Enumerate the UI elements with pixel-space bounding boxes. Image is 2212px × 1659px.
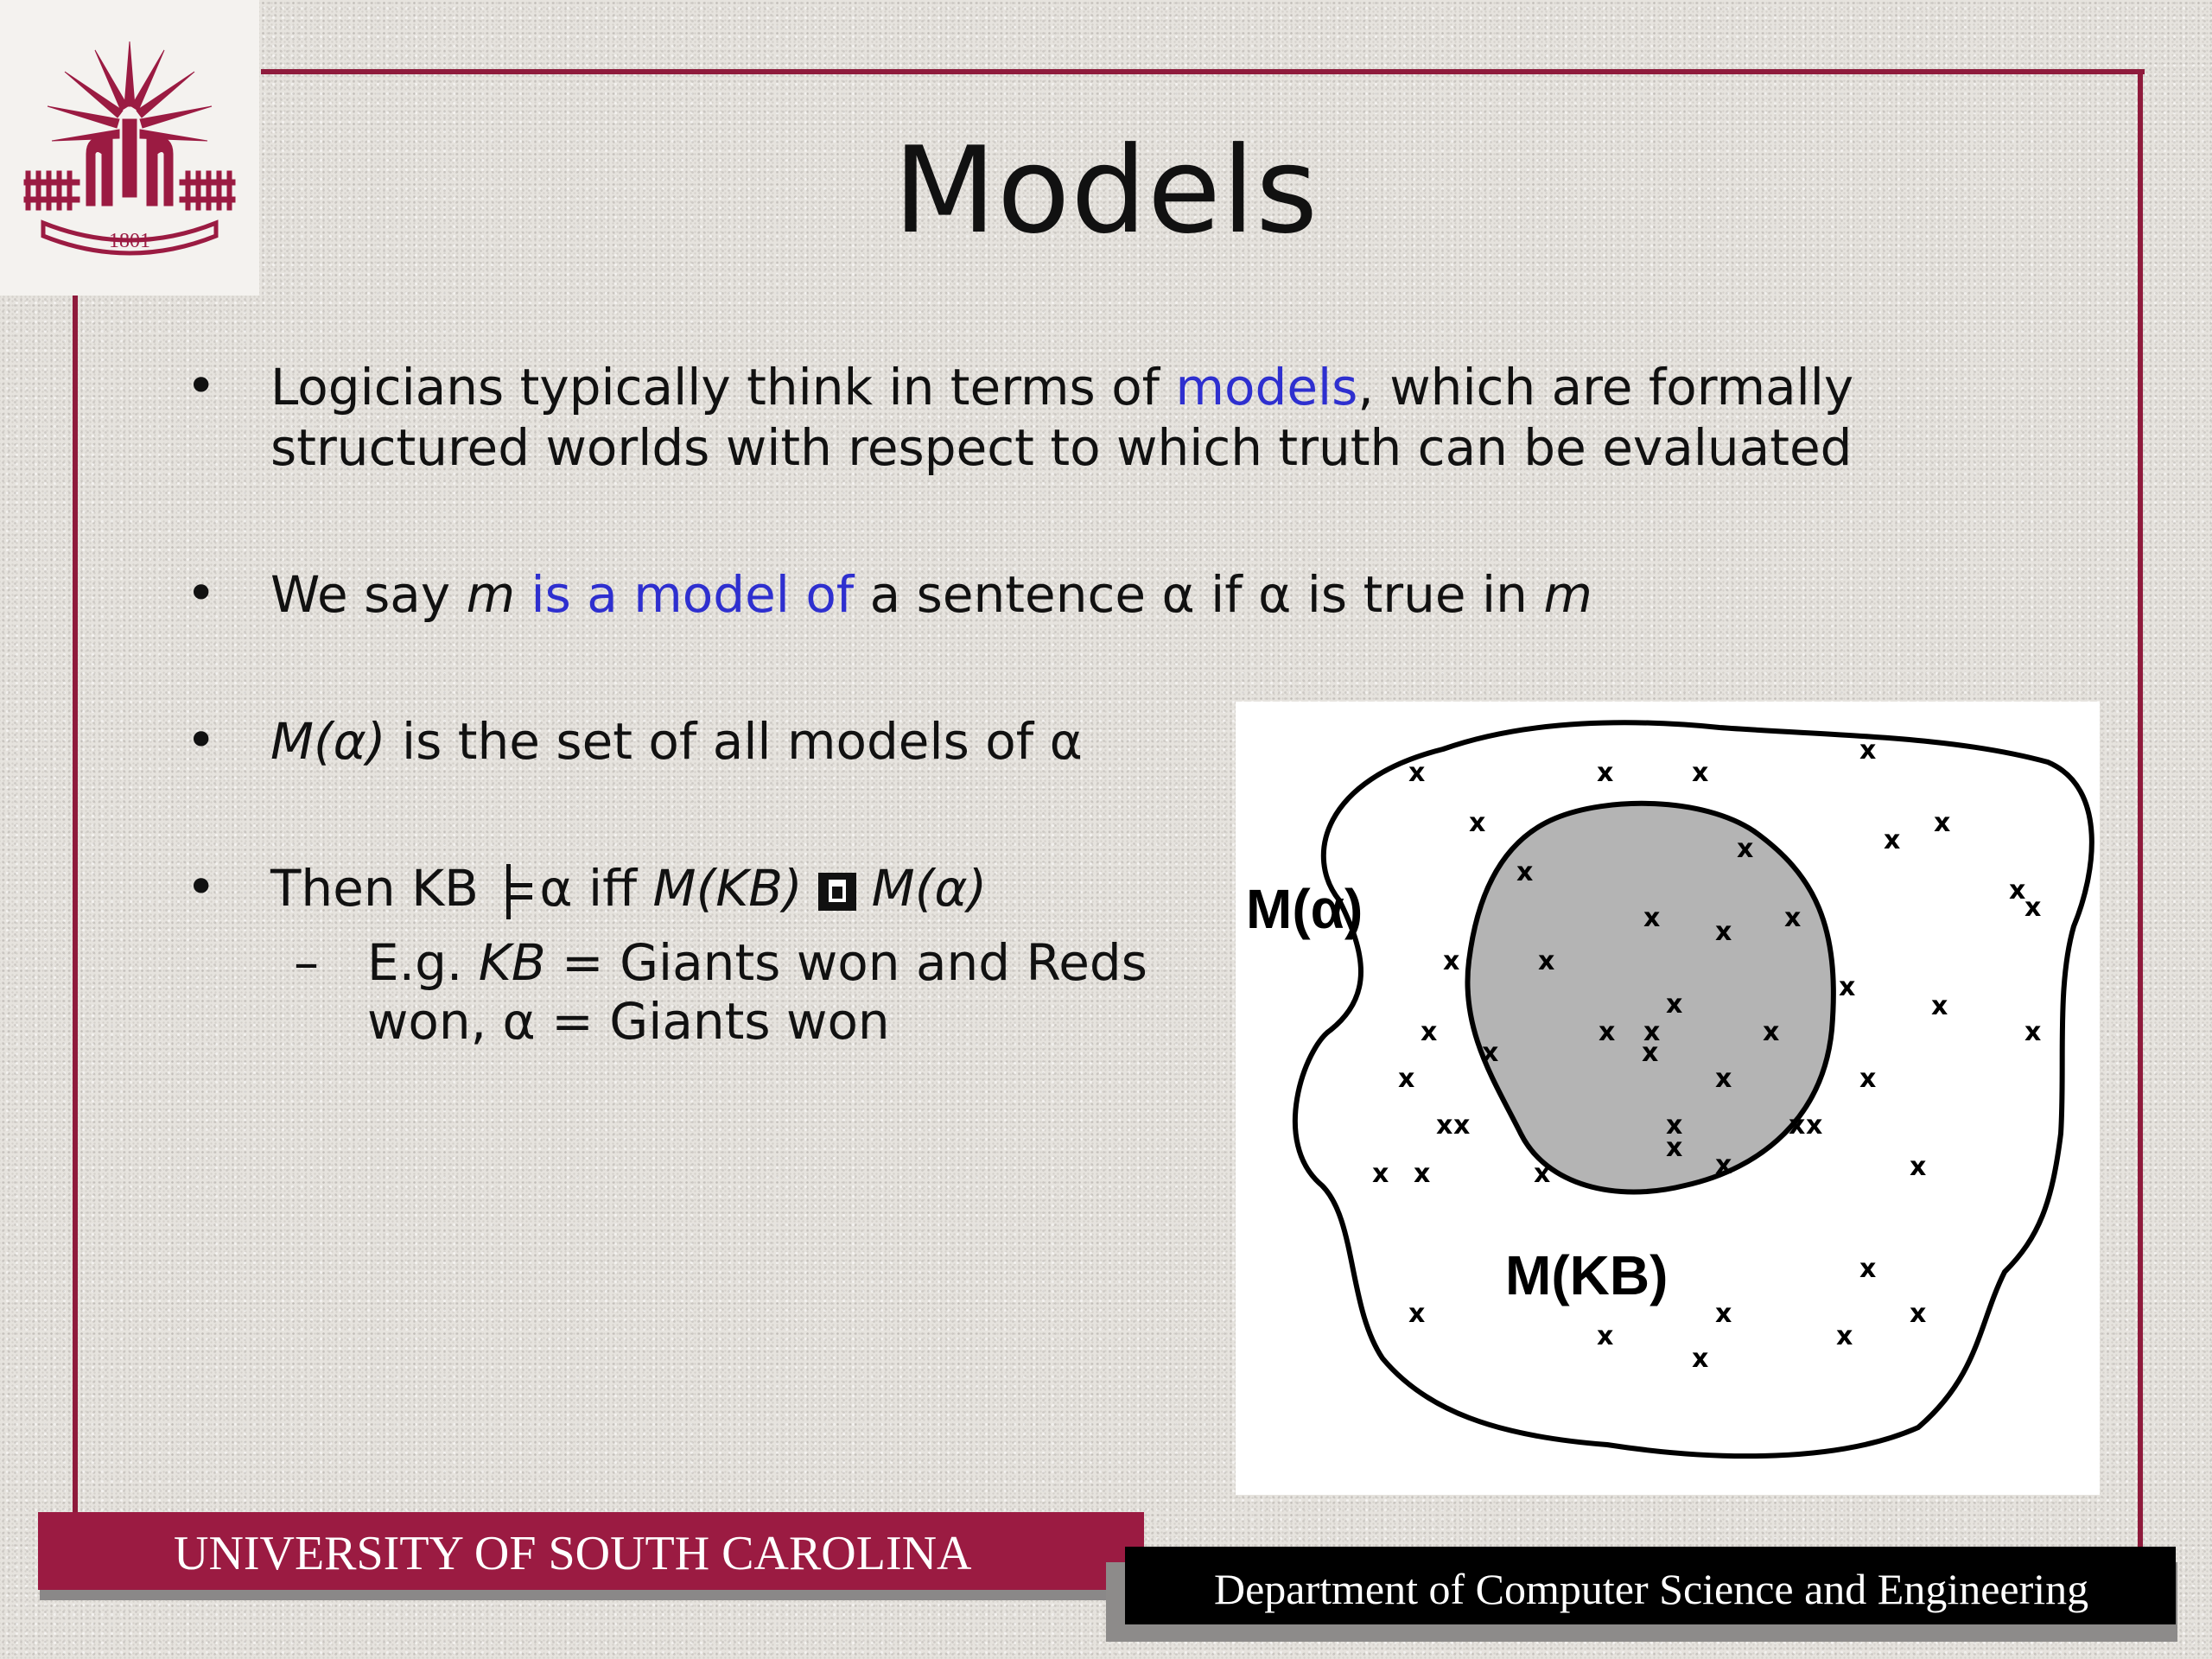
sub-bullet-line-1 [367,933,1147,992]
model-mark: x [1859,1064,1877,1094]
slide-title: Models [893,121,1319,260]
model-mark: x [1643,1017,1661,1047]
frame-left-line [73,294,78,1521]
model-mark: x [1643,903,1661,933]
bullet-2-pre: We say [270,565,467,624]
m-alpha: M(α) [871,859,988,918]
m-kb: M(KB) [652,859,803,918]
model-mark: x [1482,1038,1499,1068]
department-name: Department of Computer Science and Engineering [1214,1565,2089,1613]
m-alpha: M(α) [270,712,386,771]
model-mark: x [1737,834,1754,864]
model-mark: x [1934,808,1951,838]
model-mark: x [1859,1254,1877,1284]
model-mark: x [1443,946,1460,976]
model-mark: x [1910,1152,1927,1182]
bullet-2-mid: a sentence α if α is true in [854,565,1544,624]
model-mark: x [1599,1017,1616,1047]
model-mark: x [1784,903,1802,933]
model-mark: x [1884,825,1901,855]
var-m: m [466,565,516,624]
bullet-dot: • [186,857,217,918]
var-m: m [1543,565,1592,624]
bullet-4-pre: Then KB [270,859,495,918]
label-m-kb: M(KB) [1505,1244,1669,1306]
highlight-model-of: is a model of [515,565,855,624]
model-mark: x [2024,1017,2042,1047]
frame-right-line [2138,69,2143,1590]
model-mark: x [1469,808,1486,838]
model-mark: x [1839,972,1856,1002]
bullet-1-text-post: , which are formally [1357,358,1854,416]
model-mark: x [2024,893,2042,923]
model-mark: x [1516,857,1534,887]
bullet-1-text: Logicians typically think in terms of [270,358,1176,416]
model-mark: x [1789,1110,1806,1141]
model-mark: x [1715,1299,1732,1329]
model-mark: x [1836,1321,1853,1351]
model-mark: x [1534,1159,1551,1189]
sub-bullet-line-2: won, α = Giants won [367,992,890,1051]
bullet-3 [270,712,1083,771]
university-banner [38,1512,1144,1590]
bullet-4-mid: α iff [539,859,653,918]
models-venn-diagram [1236,702,2100,1495]
model-mark: x [1931,991,1948,1021]
model-mark: x [1666,1133,1683,1163]
model-mark: x [1763,1017,1780,1047]
model-mark: x [1538,946,1555,976]
department-banner [1125,1547,2176,1624]
model-mark: x [1666,989,1683,1020]
bullet-dot: • [186,563,217,624]
sub-bullet-pre: E.g. [367,933,479,992]
entails-icon [494,859,539,918]
model-mark: x [1859,735,1877,766]
model-mark: x [1666,1110,1683,1141]
model-mark: x [1372,1159,1389,1189]
model-mark: x [1806,1110,1823,1141]
model-mark: x [1715,1150,1732,1180]
bullet-1-line-1 [270,358,1853,416]
model-mark: x [1597,1321,1614,1351]
model-mark: x [1642,1038,1659,1068]
model-mark: x [1436,1110,1453,1141]
logo-year: 1801 [109,230,150,252]
sub-bullet-post: = Giants won and Reds [545,933,1147,992]
university-name: UNIVERSITY OF SOUTH CAROLINA [174,1527,972,1580]
bullet-2 [270,565,1592,624]
bullet-3-post: is the set of all models of α [385,712,1083,771]
model-mark: x [1910,1299,1927,1329]
model-mark: x [1597,758,1614,788]
model-mark: x [1421,1017,1438,1047]
model-mark: x [1453,1110,1471,1141]
model-mark: x [1692,1344,1709,1374]
model-mark: x [1692,758,1709,788]
model-mark: x [1408,758,1426,788]
var-kb: KB [478,933,546,992]
frame-top-line [261,69,2145,74]
model-mark: x [1398,1064,1415,1094]
model-mark: x [1715,1064,1732,1094]
model-mark: x [1414,1159,1431,1189]
bullet-dot: • [186,356,217,416]
model-mark: x [1408,1299,1426,1329]
bullet-1-line-2: structured worlds with respect to which truth can be evaluated [270,418,1853,477]
sub-bullet-dash: – [294,933,319,992]
subset-symbol-icon [818,873,856,911]
bullet-dot: • [186,710,217,771]
model-mark: x [2009,875,2026,906]
model-mark: x [1715,917,1732,947]
bullet-4 [270,859,987,918]
highlight-models: models [1175,358,1358,416]
label-m-alpha: M(α) [1246,878,1363,940]
